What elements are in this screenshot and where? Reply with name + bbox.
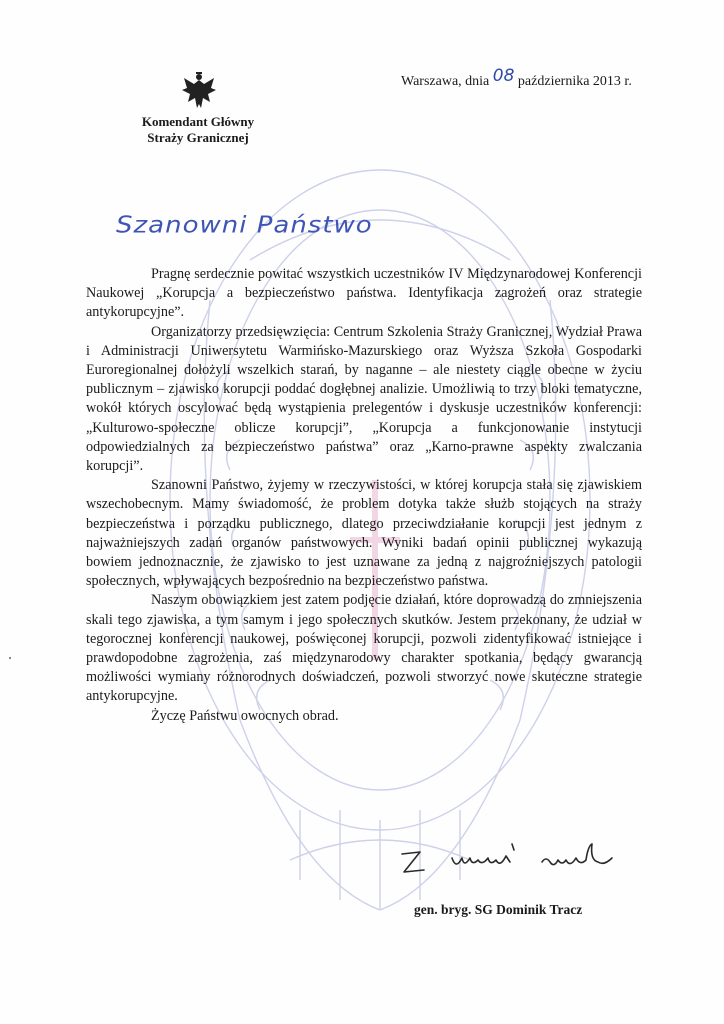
- paragraph: Organizatorzy przedsięwzięcia: Centrum Szkolenia Straży Granicznej, Wydział Prawa i Administracji Uniwersytetu Warmińsko-Mazurskiego oraz Wyższa Szkoła Gospodarki Euroregionalnej dołożyli wszelkich starań, by naganne – ale niestety ciągle obecne w życiu publicznym – zjawisko korupcji poddać dogłębnej analizie. Umożliwią to trzy bloki tematyczne, wokół których oscylować będą wystąpienia prelegentów i dyskusje uczestników konferencji: „Kulturowo-społeczne oblicze korupcji”, „Korupcja a funkcjonowanie instytucji odpowiedzialnych za bezpieczeństwo państwa” oraz „Karno-prawne aspekty zwalczania korupcji”.: [86, 323, 642, 475]
- eagle-emblem-icon: [180, 70, 218, 112]
- issuer-block: [130, 114, 266, 146]
- date-suffix: października 2013 r.: [517, 74, 632, 89]
- paragraph: Naszym obowiązkiem jest zatem podjęcie działań, które doprowadzą do zmniejszenia skali tego zjawiska, a tym samym i jego społecznych skutków. Jestem przekonany, że udział w tegorocznej konferencji naukowej, poświęconej korupcji, pozwoli zidentyfikować istniejące i prawdopodobne zagrożenia, zaś międzynarodowy charakter spotkania, będący gwarancją możliwości wymiany różnorodnych doświadczeń, pozwoli stworzyć nowe skuteczne strategie antykorupcyjne.: [86, 592, 642, 705]
- paragraph: Pragnę serdecznie powitać wszystkich uczestników IV Międzynarodowej Konferencji Naukowej „Korupcja a bezpieczeństwo państwa. Identyfikacja zagrożeń oraz strategie antykorupcyjne”.: [86, 266, 642, 321]
- scan-dot: [9, 657, 11, 659]
- handwritten-salutation: Szanowni Państwo: [116, 212, 373, 239]
- signer-name: gen. bryg. SG Dominik Tracz: [414, 902, 583, 917]
- date-prefix: Warszawa, dnia: [401, 74, 490, 89]
- issuer-organization: Straży Granicznej: [147, 130, 249, 145]
- paragraph: Szanowni Państwo, żyjemy w rzeczywistości, w której korupcja stała się zjawiskiem wszechobecnym. Mamy świadomość, że problem dotyka także służb stojących na straży bezpieczeństwa i porządku publicznego, dlatego przeciwdziałanie korupcji jest jednym z najważniejszych zadań organów państwowych. Wyniki badań opinii publicznej wykazują bowiem jednoznacznie, że zjawisko to jest uznawane za jedną z najgroźniejszych patologii społecznych, wpływających bezpośrednio na bezpieczeństwo państwa.: [86, 477, 642, 590]
- handwritten-signature: [392, 836, 632, 886]
- date-line: [401, 66, 632, 90]
- date-day-handwritten: 08: [492, 66, 515, 86]
- issuer-title: Komendant Główny: [141, 114, 255, 129]
- letter-body: [86, 265, 642, 726]
- paragraph: Życzę Państwu owocnych obrad.: [151, 707, 339, 724]
